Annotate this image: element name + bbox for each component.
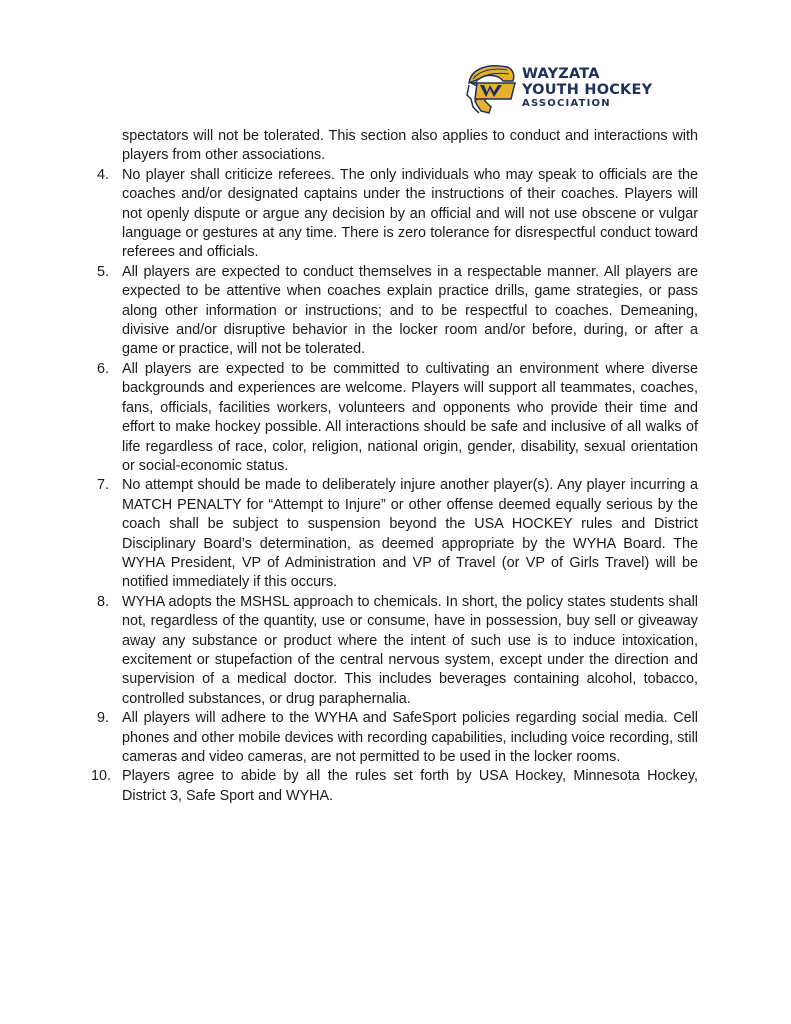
rule-number: 5. bbox=[97, 263, 110, 280]
rule-item-4 bbox=[97, 166, 698, 263]
rule-text: No player shall criticize referees. The only individuals who may speak to officials are the coaches and/or designated captains under the instructions of their coaches. Players will not openly dispute or argue any decision by an official and will not use obscene or vulgar language or gestures at any time. There is zero tolerance for disrespectful conduct toward referees and officials. bbox=[122, 166, 698, 261]
rules-list bbox=[91, 127, 698, 806]
rule-item-6 bbox=[97, 360, 698, 476]
logo-wordmark bbox=[522, 67, 652, 109]
rule-item-8 bbox=[97, 593, 698, 709]
rule-number: 9. bbox=[97, 710, 110, 727]
logo-line-wayzata: WAYZATA bbox=[522, 66, 600, 82]
rule-text: Players agree to abide by all the rules set forth by USA Hockey, Minnesota Hockey, District 3, Safe Sport and WYHA. bbox=[122, 768, 698, 804]
rule-text: All players are expected to be committed to cultivating an environment where diverse backgrounds and experiences are welcome. Players will support all teammates, coaches, fans, officials, facilities workers, volunteers and opponents who provide their time and effort to make hockey possible. All interactions should be safe and inclusive of all walks of life regardless of race, color, religion, national origin, gender, disability, sexual orientation or social-economic status. bbox=[122, 360, 698, 474]
rule-text: No attempt should be made to deliberately injure another player(s). Any player incurring a MATCH PENALTY for “Attempt to Injure” or other offense deemed equally serious by the coach shall be subject to suspension beyond the USA HOCKEY rules and District Disciplinary Board’s determination, as deemed appropriate by the WYHA Board. The WYHA President, VP of Administration and VP of Travel (or VP of Girls Travel) will be notified immediately if this occurs. bbox=[122, 477, 698, 591]
logo-line-youth-hockey: YOUTH HOCKEY bbox=[522, 81, 653, 98]
rule-text: All players are expected to conduct themselves in a respectable manner. All players are expected to be attentive when coaches explain practice drills, game strategies, or pass along other information or instructions; and to be respectful to coaches. Demeaning, divisive and/or disruptive behavior in the locker room and/or before, during, or after a game or practice, will not be tolerated. bbox=[122, 263, 698, 358]
rule-text: All players will adhere to the WYHA and SafeSport policies regarding social media. Cell phones and other mobile devices with recording capabilities, including voice recording, still cameras and video cameras, are not permitted to be used in the locker rooms. bbox=[122, 710, 698, 765]
wyha-logo bbox=[463, 60, 663, 116]
rule-item-7 bbox=[97, 476, 698, 592]
rule-number: 4. bbox=[97, 166, 110, 183]
continuation-paragraph: spectators will not be tolerated. This section also applies to conduct and interactions with players from other associations. bbox=[122, 128, 698, 164]
rule-number: 10. bbox=[91, 768, 112, 785]
rule-text: WYHA adopts the MSHSL approach to chemicals. In short, the policy states students shall not, regardless of the quantity, use or consume, have in possession, buy sell or giveaway away any substance or product where the intent of such use is to induce intoxication, excitement or stupefaction of the central nervous system, except under the direction and supervision of a medical doctor. This includes beverages containing alcohol, tobacco, controlled substances, or drug paraphernalia. bbox=[122, 593, 698, 707]
logo-line-association: ASSOCIATION bbox=[522, 98, 611, 109]
rule-number: 6. bbox=[97, 360, 110, 377]
rule-number: 7. bbox=[97, 477, 110, 494]
rule-item-5 bbox=[97, 263, 698, 360]
rule-item-9 bbox=[97, 709, 698, 767]
rule-item-10 bbox=[91, 767, 698, 806]
rule-number: 8. bbox=[97, 593, 110, 610]
spartan-helmet-w-logo-icon bbox=[463, 61, 517, 115]
